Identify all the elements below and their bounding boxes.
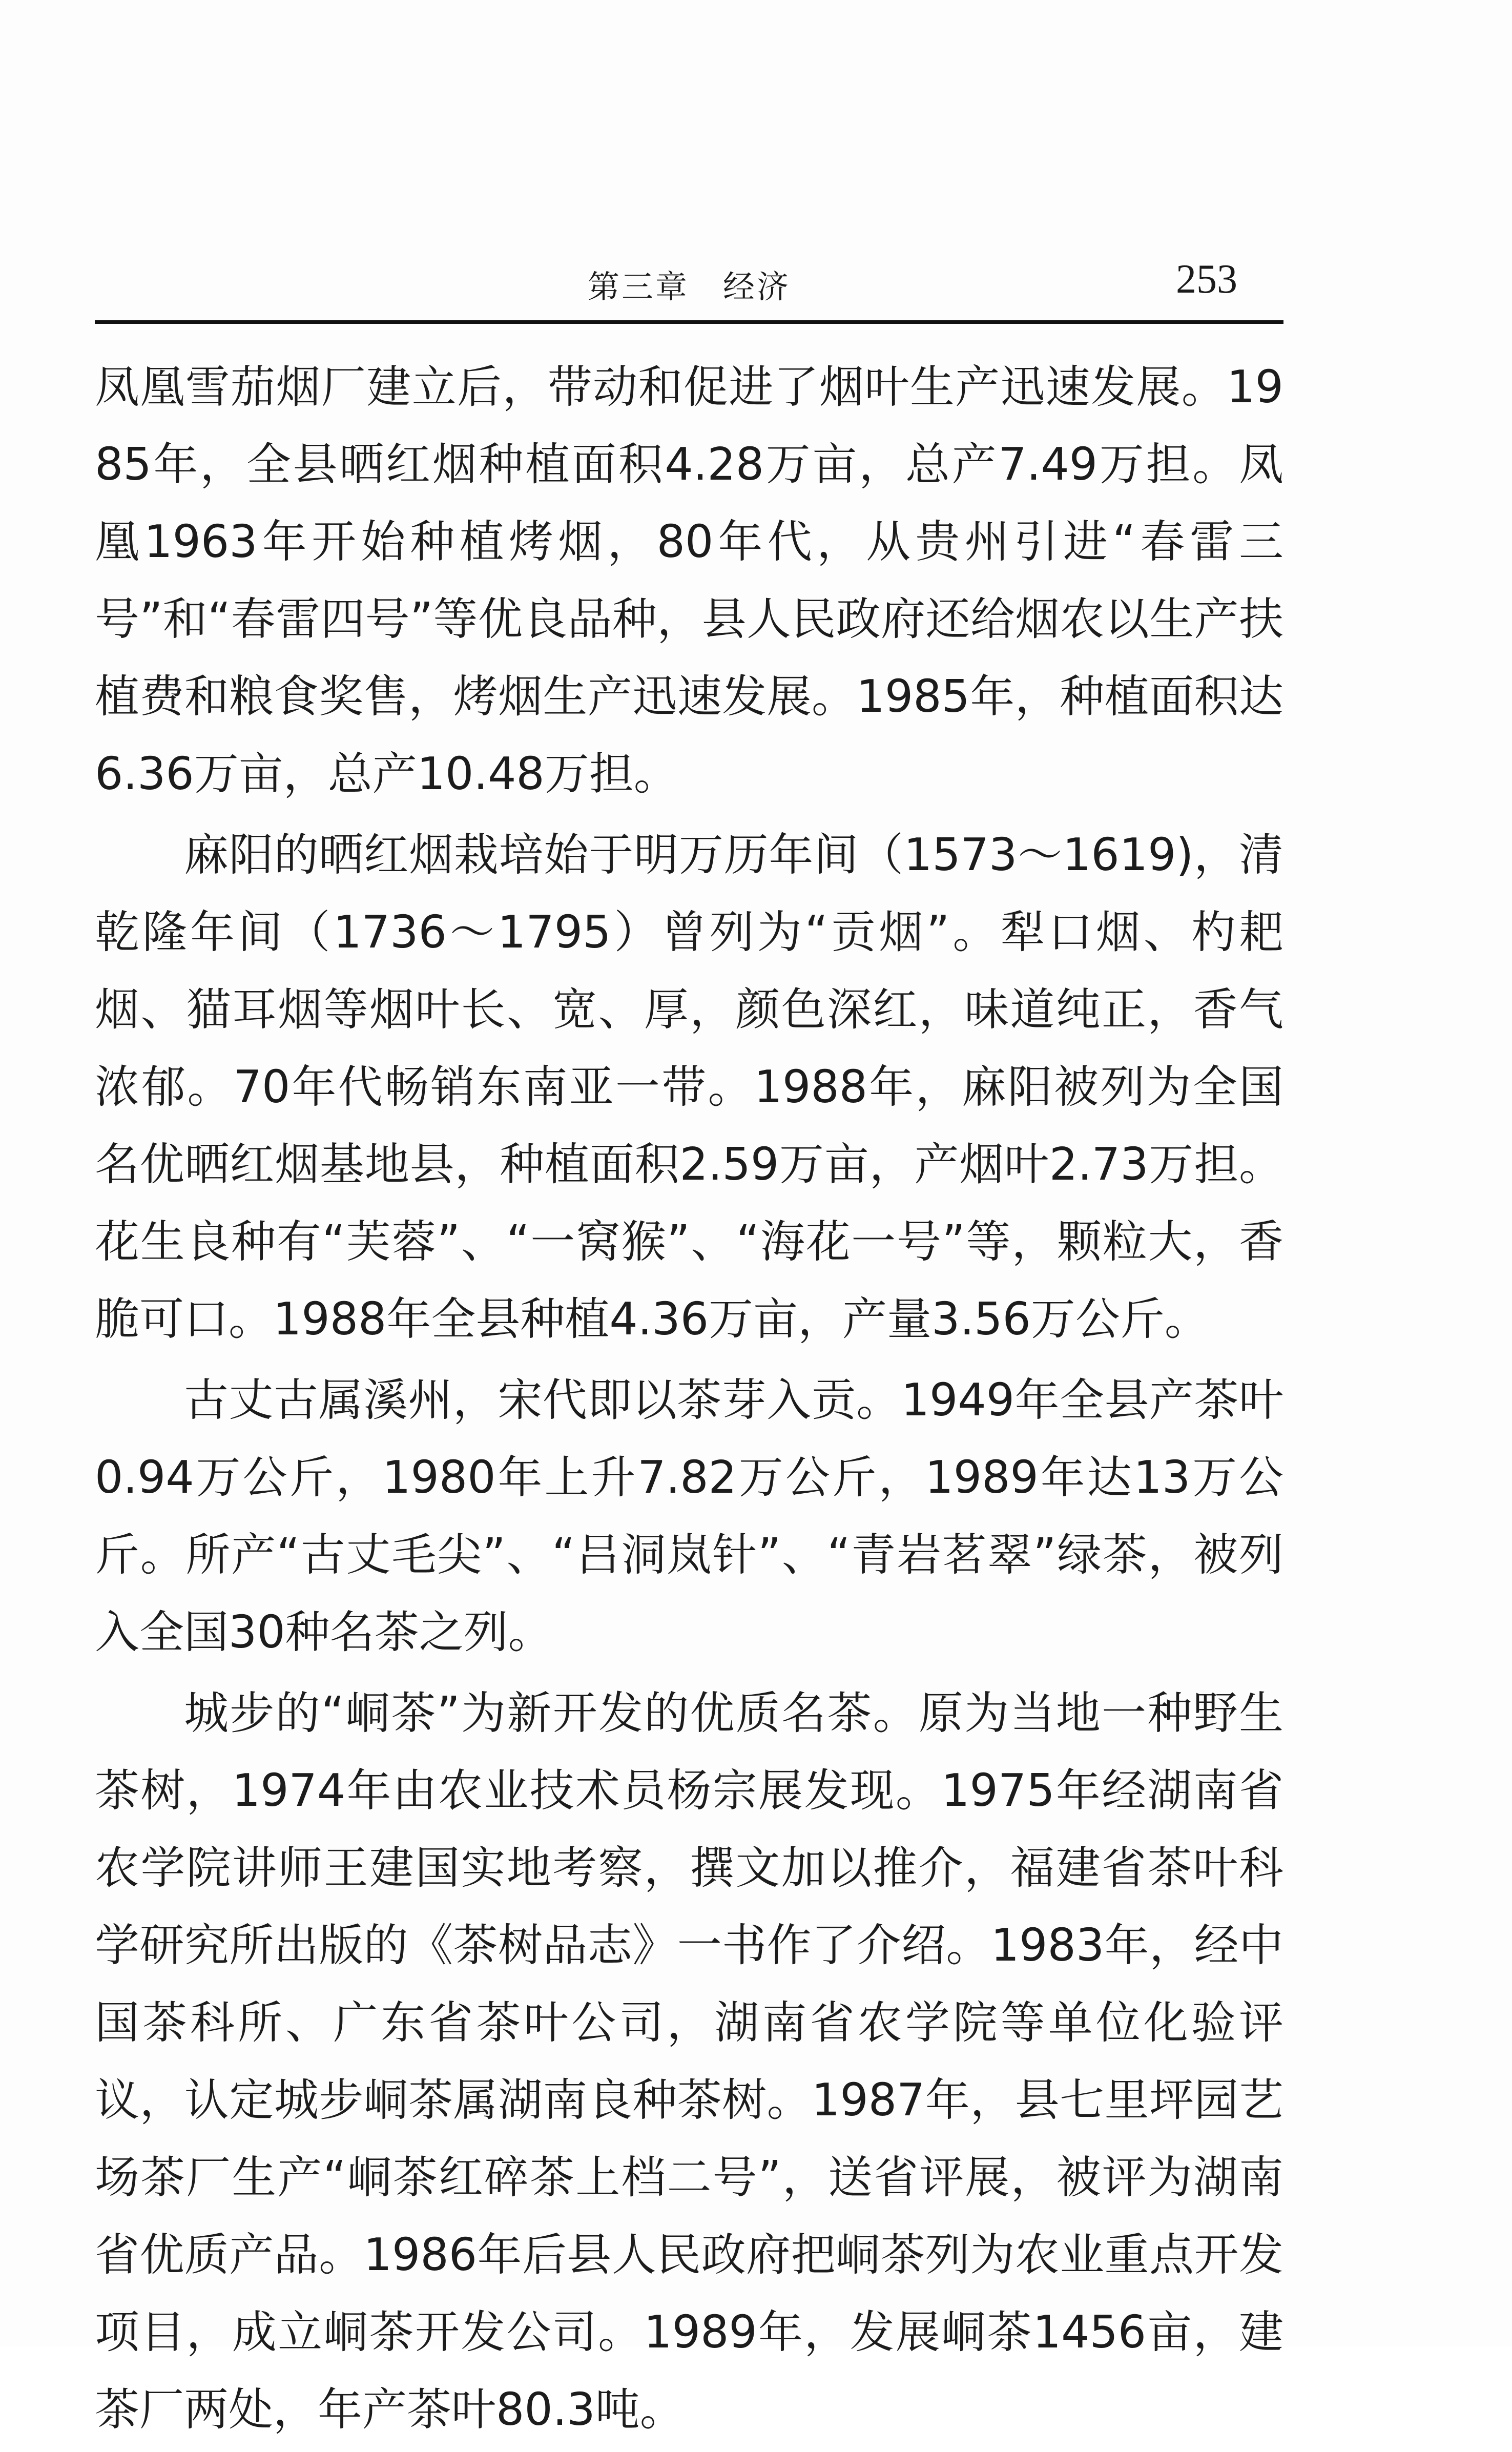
paragraph-tea-chengbu: 城步的“峒茶”为新开发的优质名茶。原为当地一种野生茶树，1974年由农业技术员杨宗展发现。1975年经湖南省农学院讲师王建国实地考察，撰文加以推介，福建省茶叶科学研究所出版的《茶树品志》一书作了介绍。1983年，经中国茶科所、广东省茶叶公司，湖南省农学院等单位化验评议，认定城步峒茶属湖南良种茶树。1987年，县七里坪园艺场茶厂生产“峒茶红碎茶上档二号”，送省评展，被评为湖南省优质产品。1986年后县人民政府把峒茶列为农业重点开发项目，成立峒茶开发公司。1989年，发展峒茶1456亩，建茶厂两处，年产茶叶80.3吨。: [95, 1687, 1283, 2436]
paragraph-tobacco-fenghuang: 凤凰雪茄烟厂建立后，带动和促进了烟叶生产迅速发展。1985年，全县晒红烟种植面积4.28万亩，总产7.49万担。凤凰1963年开始种植烤烟，80年代，从贵州引进“春雷三号”和“春雷四号”等优良品种，县人民政府还给烟农以生产扶植费和粮食奖售，烤烟生产迅速发展。1985年，种植面积达6.36万亩，总产10.48万担。: [95, 361, 1283, 800]
header-rule: [95, 320, 1283, 324]
page-number: 253: [1176, 257, 1237, 302]
running-header: [95, 256, 1283, 310]
body-text: [95, 348, 1283, 2452]
paragraph-tobacco-mayang: 麻阳的晒红烟栽培始于明万历年间（1573～1619)，清乾隆年间（1736～1795）曾列为“贡烟”。犁口烟、杓耙烟、猫耳烟等烟叶长、宽、厚，颜色深红，味道纯正，香气浓郁。70年代畅销东南亚一带。1988年，麻阳被列为全国名优晒红烟基地县，种植面积2.59万亩，产烟叶2.73万担。花生良种有“芙蓉”、“一窝猴”、“海花一号”等，颗粒大，香脆可口。1988年全县种植4.36万亩，产量3.56万公斤。: [95, 829, 1283, 1345]
paragraph-tea-guzhang: 古丈古属溪州，宋代即以茶芽入贡。1949年全县产茶叶0.94万公斤，1980年上升7.82万公斤，1989年达13万公斤。所产“古丈毛尖”、“吕洞岚针”、“青岩茗翠”绿茶，被列入全国30种名茶之列。: [95, 1374, 1283, 1658]
chapter-title: 第三章 经济: [587, 268, 791, 305]
